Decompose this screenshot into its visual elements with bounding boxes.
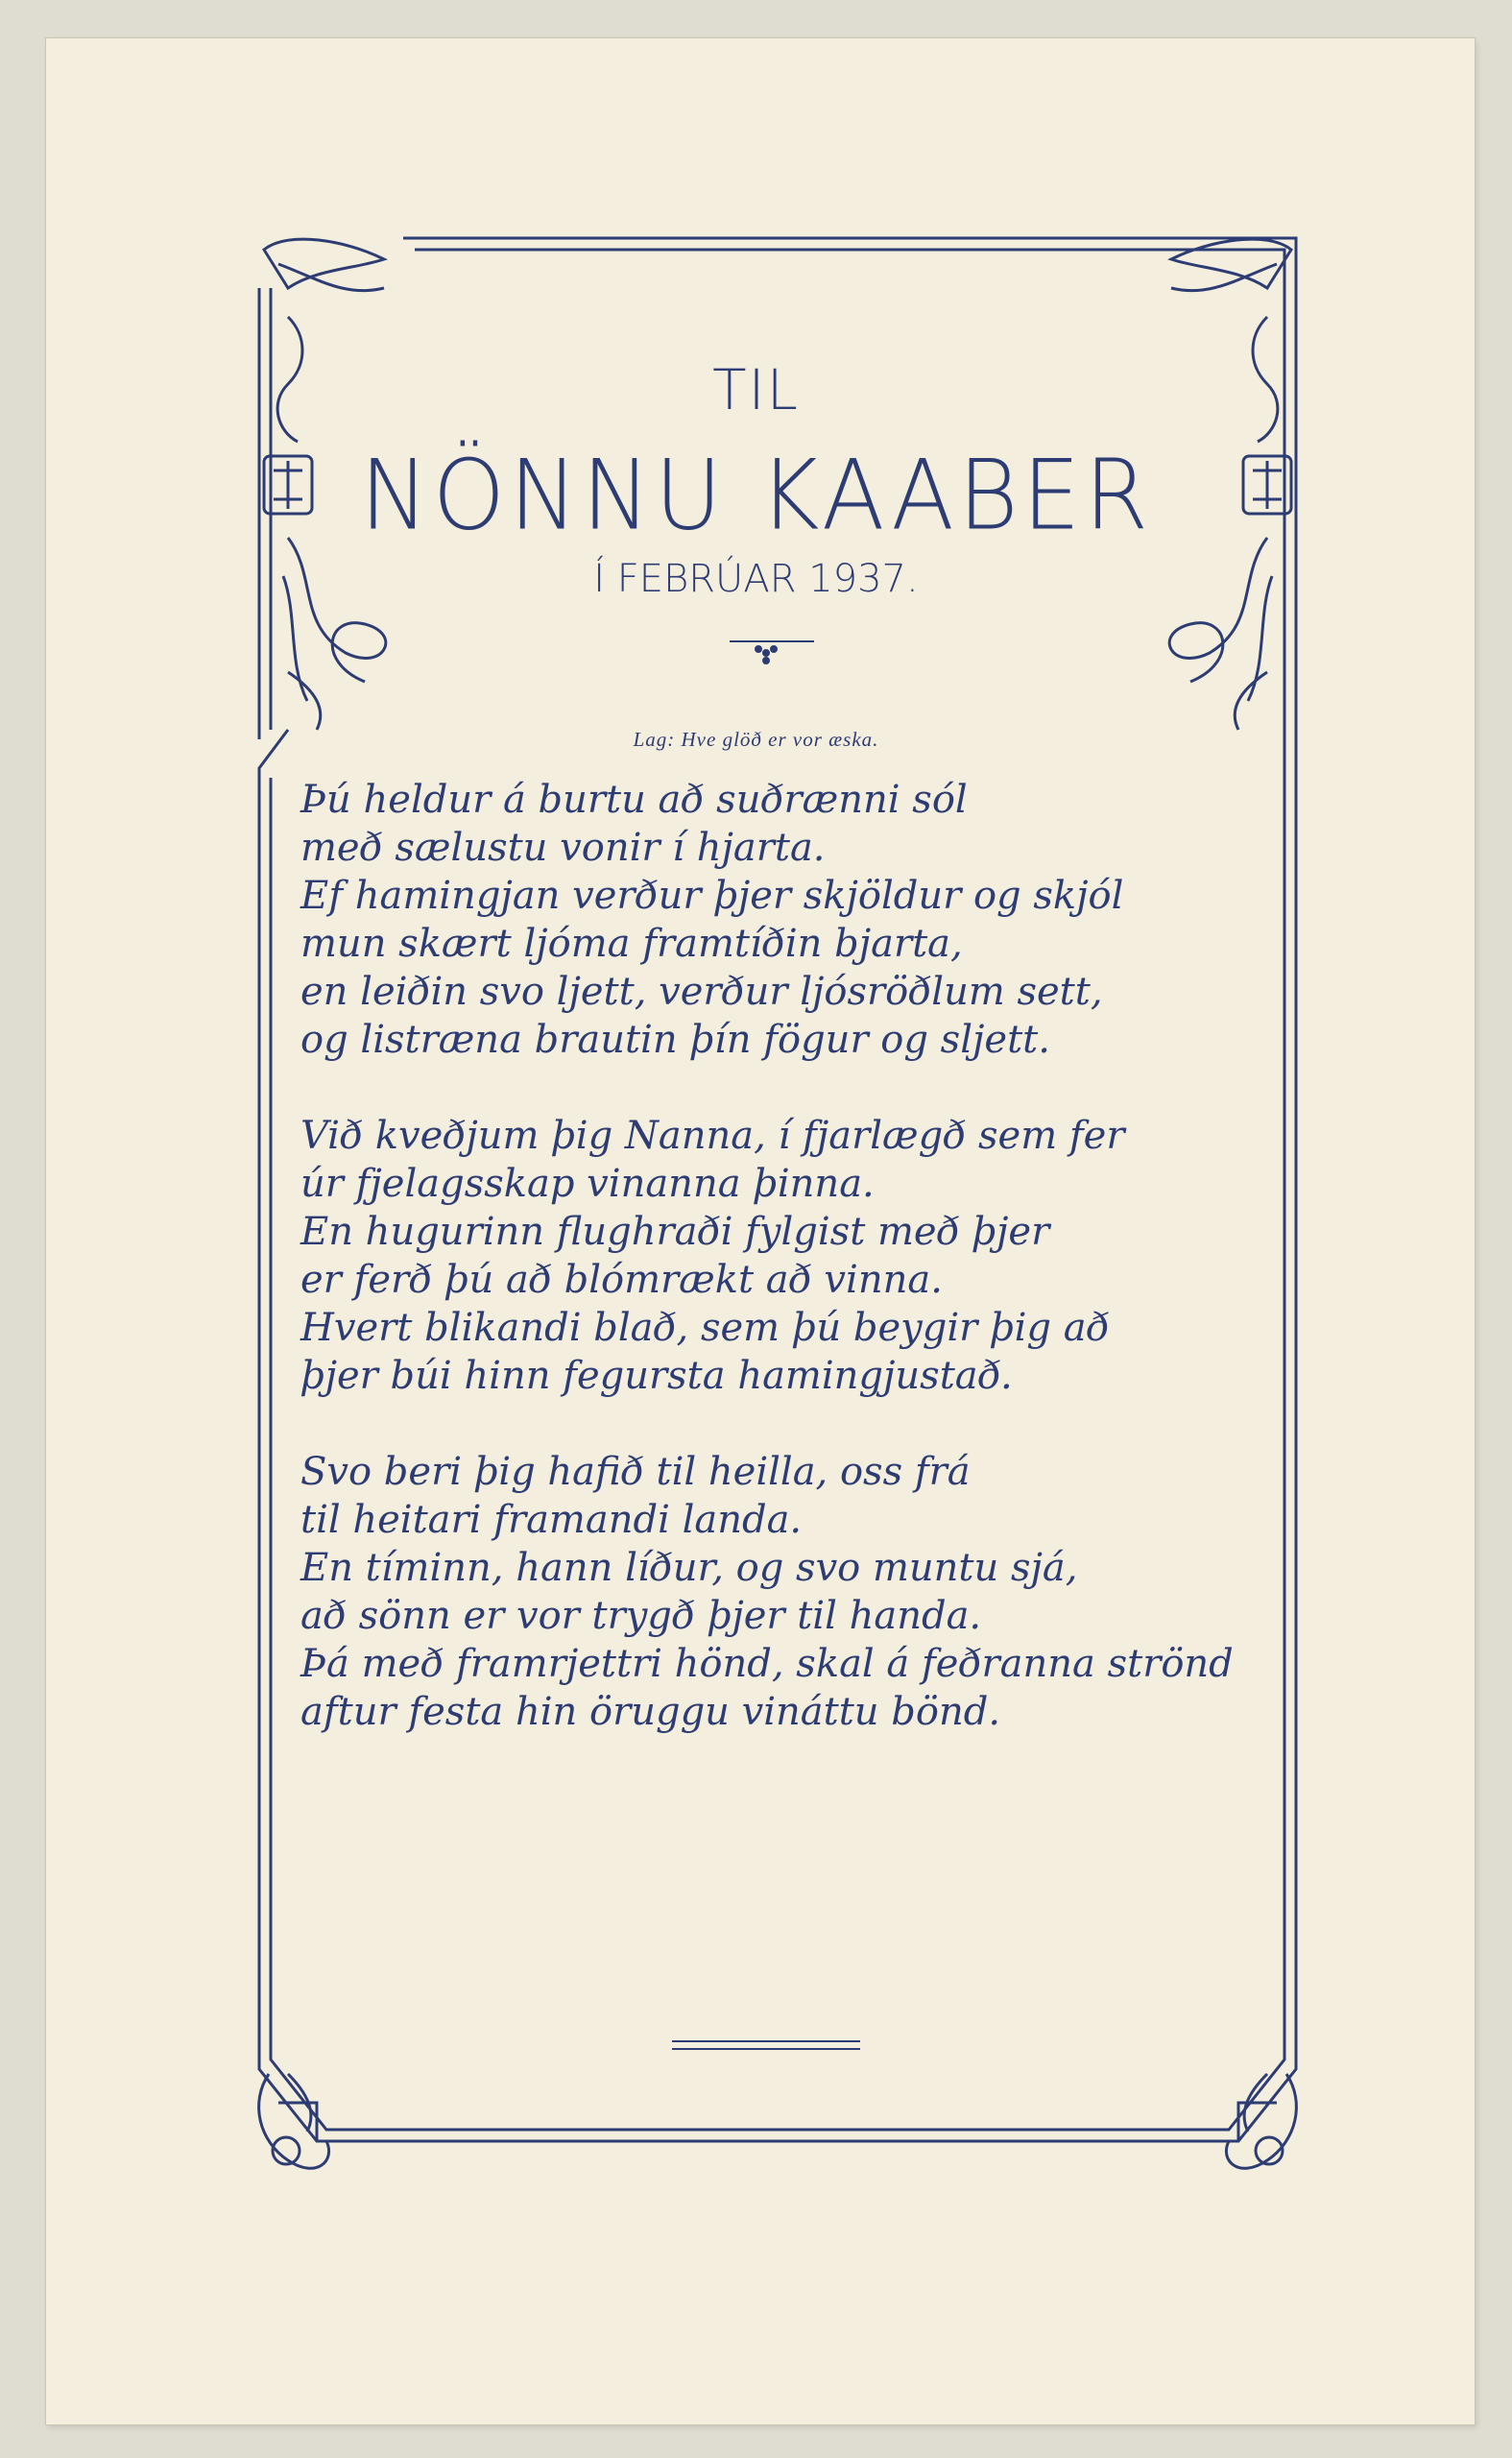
- poem-line: Svo beri þig hafið til heilla, oss frá: [300, 1450, 971, 1494]
- poem-line: Þá með framrjettri hönd, skal á feðranna strönd: [300, 1642, 1234, 1686]
- page-title: NÖNNU KAABER: [359, 439, 1153, 552]
- poem-line: Við kveðjum þig Nanna, í fjarlægð sem fer: [300, 1114, 1125, 1158]
- poem-line: þjer búi hinn fegursta hamingjustað.: [300, 1354, 1013, 1398]
- poem-line: og listræna brautin þín fögur og sljett.: [300, 1018, 1050, 1062]
- poem-line: Ef hamingjan verður þjer skjöldur og skjól: [300, 874, 1124, 918]
- poem-line: að sönn er vor trygð þjer til handa.: [300, 1594, 982, 1638]
- poem-line: aftur festa hin öruggu vináttu bönd.: [300, 1690, 1001, 1734]
- title-date: Í FEBRÚAR 1937.: [593, 557, 919, 601]
- poem: [300, 776, 1260, 1736]
- stanza-1: [300, 776, 1260, 1064]
- tune-note: Lag: Hve glöð er vor æska.: [633, 728, 879, 751]
- poem-line: En hugurinn flughraði fylgist með þjer: [300, 1210, 1050, 1254]
- poem-line: er ferð þú að blómrækt að vinna.: [300, 1258, 943, 1302]
- poem-line: til heitari framandi landa.: [300, 1498, 803, 1542]
- poem-line: mun skært ljóma framtíðin bjarta,: [300, 922, 963, 966]
- poem-line: En tíminn, hann líður, og svo muntu sjá,: [300, 1546, 1078, 1590]
- title-divider: [730, 641, 814, 663]
- poem-line: úr fjelagsskap vinanna þinna.: [300, 1162, 875, 1206]
- poem-line: en leiðin svo ljett, verður ljósröðlum sett,: [300, 970, 1103, 1014]
- stanza-3: [300, 1448, 1260, 1736]
- stanza-2: [300, 1112, 1260, 1400]
- poem-line: Hvert blikandi blað, sem þú beygir þig að: [300, 1306, 1110, 1350]
- bottom-rule: [672, 2041, 860, 2049]
- poem-line: með sælustu vonir í hjarta.: [300, 826, 826, 870]
- title-to: TIL: [712, 357, 800, 422]
- poem-line: Þú heldur á burtu að suðrænni sól: [300, 778, 968, 822]
